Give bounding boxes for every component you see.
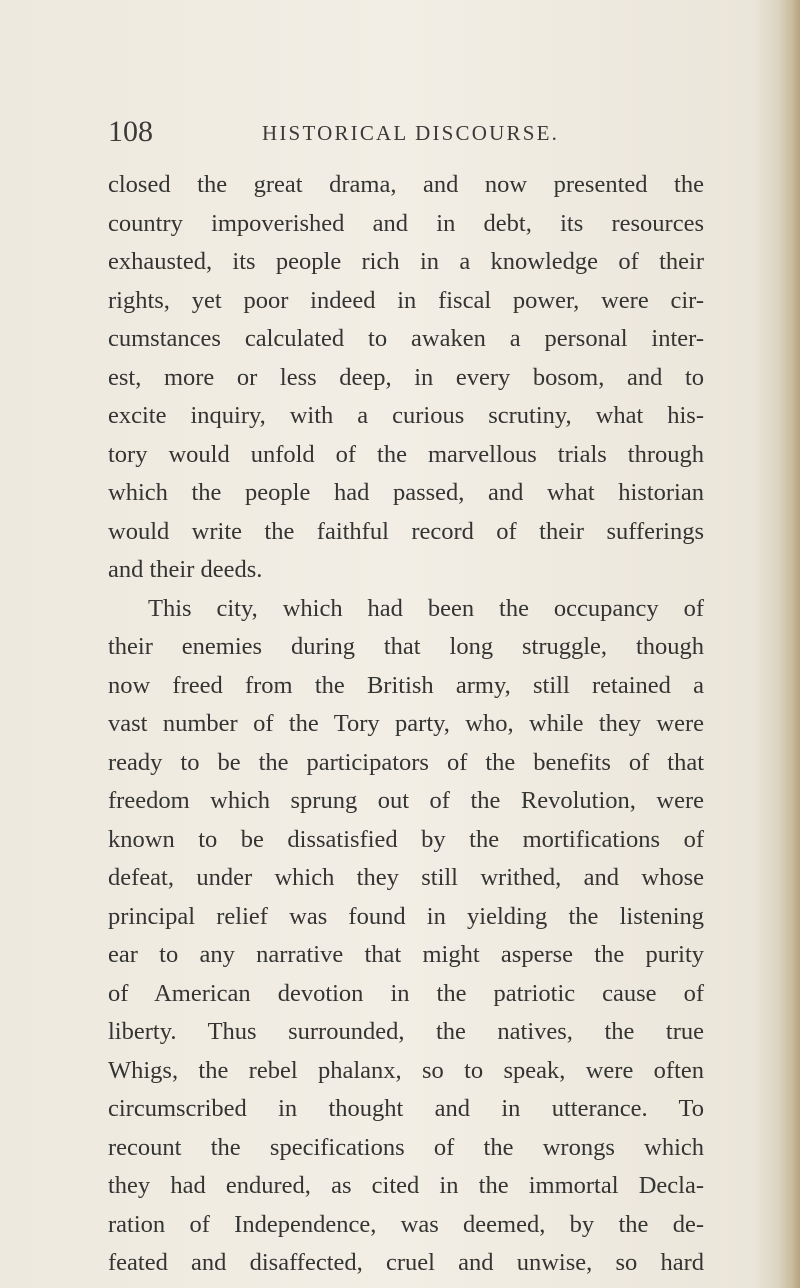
page-edge-shadow [778, 0, 800, 1288]
text-line: and their deeds. [108, 556, 263, 583]
text-line: they had endured, as cited in the immortal Decla- [108, 1172, 704, 1199]
page-header [108, 112, 704, 152]
text-line: excite inquiry, with a curious scrutiny, what his- [108, 402, 704, 429]
text-line: feated and disaffected, cruel and unwise, so hard [108, 1249, 704, 1276]
text-line: their enemies during that long struggle, though [108, 633, 704, 660]
text-line: cumstances calculated to awaken a personal inter- [108, 325, 704, 352]
text-line: of American devotion in the patriotic cause of [108, 979, 704, 1007]
text-line: circumscribed in thought and in utterance. To [108, 1095, 704, 1122]
text-line: liberty. Thus surrounded, the natives, the true [108, 1018, 704, 1045]
text-line: principal relief was found in yielding the listening [108, 902, 704, 930]
body-text [108, 166, 704, 1283]
text-line: rights, yet poor indeed in fiscal power, were cir- [108, 286, 704, 314]
text-line: would write the faithful record of their sufferings [108, 517, 704, 545]
text-line: country impoverished and in debt, its resources [108, 209, 704, 237]
text-line: tory would unfold of the marvellous trials through [108, 440, 704, 468]
text-line: Whigs, the rebel phalanx, so to speak, were often [108, 1056, 704, 1084]
text-line: ear to any narrative that might asperse the purity [108, 941, 704, 968]
text-line: ready to be the participators of the benefits of that [108, 748, 704, 776]
text-line: known to be dissatisfied by the mortifications of [108, 825, 704, 853]
text-line: closed the great drama, and now presented the [108, 171, 704, 198]
text-line: now freed from the British army, still retained a [108, 671, 704, 699]
page-number: 108 [108, 115, 153, 148]
text-line: est, more or less deep, in every bosom, and to [108, 363, 704, 391]
text-line: ration of Independence, was deemed, by the de- [108, 1210, 704, 1238]
text-line: freedom which sprung out of the Revolution, were [108, 787, 704, 814]
text-line: exhausted, its people rich in a knowledge of their [108, 248, 704, 275]
text-line: vast number of the Tory party, who, while they were [108, 710, 704, 737]
running-head: HISTORICAL DISCOURSE. [262, 121, 560, 145]
text-line: recount the specifications of the wrongs which [108, 1133, 704, 1161]
text-line: defeat, under which they still writhed, and whose [108, 864, 704, 891]
text-line: This city, which had been the occupancy of [148, 594, 704, 622]
text-line: which the people had passed, and what historian [108, 479, 704, 506]
